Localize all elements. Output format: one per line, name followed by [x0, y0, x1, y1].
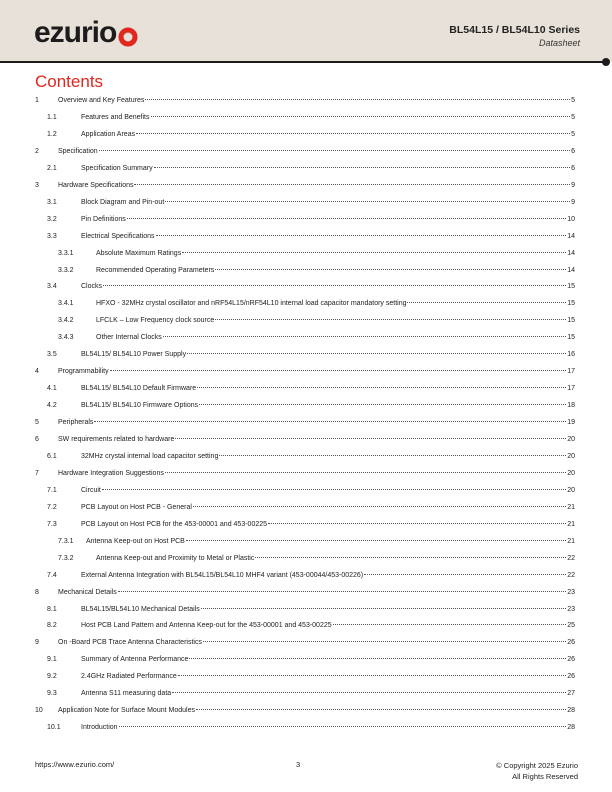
- toc-entry-title: External Antenna Integration with BL54L15/BL54L10 MHF4 variant (453-00044/453-00226): [81, 571, 364, 579]
- toc-dot-leader: [165, 201, 570, 202]
- toc-entry-number: 2: [35, 147, 39, 155]
- toc-entry[interactable]: [35, 656, 575, 668]
- toc-entry-title: PCB Layout on Host PCB - General: [81, 503, 192, 511]
- toc-entry[interactable]: [35, 521, 575, 533]
- toc-dot-leader: [187, 353, 566, 354]
- toc-entry-title: Absolute Maximum Ratings: [96, 249, 182, 257]
- document-type: Datasheet: [538, 38, 580, 48]
- toc-entry-number: 10.1: [47, 724, 61, 732]
- toc-entry-title: Specification: [58, 147, 98, 155]
- toc-entry-page: 26: [567, 639, 575, 647]
- toc-entry[interactable]: [35, 639, 575, 651]
- toc-entry[interactable]: [35, 690, 575, 702]
- toc-entry-page: 26: [567, 673, 575, 681]
- toc-dot-leader: [219, 455, 566, 456]
- toc-dot-leader: [163, 336, 566, 337]
- toc-dot-leader: [203, 641, 566, 642]
- toc-entry-title: Pin Definitions: [81, 215, 126, 223]
- toc-entry[interactable]: [35, 470, 575, 482]
- toc-entry-number: 9: [35, 639, 39, 647]
- toc-entry-title: Antenna S11 measuring data: [81, 690, 172, 698]
- toc-entry-page: 28: [567, 724, 575, 732]
- toc-entry-title: Antenna Keep-out on Host PCB: [86, 537, 185, 545]
- toc-dot-leader: [215, 269, 566, 270]
- toc-entry[interactable]: [35, 351, 575, 363]
- toc-entry-page: 22: [567, 571, 575, 579]
- toc-entry-page: 9: [571, 181, 575, 189]
- toc-entry[interactable]: [35, 724, 575, 736]
- toc-entry-number: 3: [35, 181, 39, 189]
- toc-entry-page: 6: [571, 147, 575, 155]
- ezurio-logo: [34, 12, 144, 52]
- toc-entry[interactable]: [35, 283, 575, 295]
- toc-entry[interactable]: [35, 504, 575, 516]
- toc-entry-page: 21: [567, 520, 575, 528]
- toc-entry-number: 1.1: [47, 113, 57, 121]
- toc-dot-leader: [189, 658, 566, 659]
- toc-dot-leader: [199, 404, 566, 405]
- toc-entry[interactable]: [35, 419, 575, 431]
- toc-entry-title: Recommended Operating Parameters: [96, 266, 215, 274]
- toc-entry-number: 7.3.2: [58, 554, 74, 562]
- toc-entry-page: 5: [571, 130, 575, 138]
- toc-entry-title: Overview and Key Features: [58, 97, 145, 104]
- toc-entry-number: 1: [35, 97, 39, 104]
- toc-dot-leader: [364, 574, 566, 575]
- toc-entry[interactable]: [35, 300, 575, 312]
- toc-entry-page: 16: [567, 351, 575, 359]
- toc-entry-page: 15: [567, 334, 575, 342]
- toc-entry-page: 5: [571, 97, 575, 104]
- toc-dot-leader: [201, 608, 567, 609]
- toc-entry-title: Circuit: [81, 486, 101, 494]
- toc-entry-title: Clocks: [81, 283, 103, 291]
- toc-entry-page: 15: [567, 317, 575, 325]
- logo-o-accent: [121, 30, 135, 44]
- toc-entry-title: HFXO - 32MHz crystal oscillator and nRF54L15/nRF54L10 internal load capacitor mandatory setting: [96, 300, 407, 308]
- toc-entry-page: 26: [567, 656, 575, 664]
- toc-entry[interactable]: [35, 589, 575, 601]
- toc-entry[interactable]: [35, 131, 575, 143]
- toc-entry[interactable]: [35, 487, 575, 499]
- toc-entry-page: 20: [567, 436, 575, 443]
- toc-entry-page: 20: [567, 452, 575, 460]
- copyright-line: © Copyright 2025 Ezurio: [496, 761, 578, 770]
- toc-entry-title: Programmability: [58, 368, 109, 376]
- page-title: Contents: [35, 72, 104, 91]
- rights-line: All Rights Reserved: [512, 772, 578, 781]
- toc-dot-leader: [136, 133, 570, 134]
- toc-dot-leader: [333, 624, 567, 625]
- header-rule-dot: [602, 58, 610, 66]
- toc-dot-leader: [110, 370, 567, 371]
- toc-entry-title: Other Internal Clocks: [96, 334, 162, 342]
- logo-wordmark: ezurio: [34, 16, 117, 49]
- toc-entry[interactable]: [35, 250, 575, 262]
- series-title: BL54L15 / BL54L10 Series: [449, 24, 580, 36]
- toc-dot-leader: [119, 726, 567, 727]
- toc-entry-title: BL54L15/ BL54L10 Power Supply: [81, 351, 187, 359]
- toc-entry[interactable]: [35, 385, 575, 397]
- toc-entry-page: 21: [567, 503, 575, 511]
- toc-entry-number: 3.4.1: [58, 300, 74, 308]
- toc-entry-title: Electrical Specifications: [81, 232, 155, 240]
- toc-entry-title: BL54L15/ BL54L10 Default Firmware: [81, 385, 197, 393]
- toc-entry-number: 9.2: [47, 673, 57, 681]
- toc-entry[interactable]: [35, 267, 575, 279]
- toc-entry[interactable]: [35, 402, 575, 414]
- toc-entry-number: 6: [35, 436, 39, 443]
- toc-entry-page: 23: [567, 588, 575, 596]
- toc-entry-page: 5: [571, 113, 575, 121]
- toc-entry-number: 1.2: [47, 130, 57, 138]
- toc-entry[interactable]: [35, 453, 575, 465]
- toc-dot-leader: [186, 540, 566, 541]
- toc-entry-title: Antenna Keep-out and Proximity to Metal or Plastic: [96, 554, 255, 562]
- toc-entry-number: 3.4: [47, 283, 57, 291]
- toc-entry-number: 4: [35, 368, 39, 376]
- toc-entry-number: 5: [35, 419, 39, 427]
- toc-entry-page: 17: [567, 368, 575, 376]
- toc-entry-number: 8: [35, 588, 39, 596]
- toc-entry-number: 2.1: [47, 164, 57, 172]
- toc-entry-number: 3.2: [47, 215, 57, 223]
- toc-entry-title: Hardware Integration Suggestions: [58, 469, 164, 477]
- toc-entry-title: BL54L15/BL54L10 Mechanical Details: [81, 605, 200, 613]
- toc-entry-page: 27: [567, 690, 575, 698]
- toc-entry[interactable]: [35, 334, 575, 346]
- toc-entry-page: 14: [567, 266, 575, 274]
- toc-entry-title: Summary of Antenna Performance: [81, 656, 189, 664]
- toc-entry-title: Mechanical Details: [58, 588, 117, 596]
- toc-dot-leader: [175, 438, 566, 439]
- toc-entry-page: 17: [567, 385, 575, 393]
- toc-entry-page: 23: [567, 605, 575, 613]
- toc-entry-number: 4.1: [47, 385, 57, 393]
- toc-entry-title: Peripherals: [58, 419, 94, 427]
- toc-entry-title: On -Board PCB Trace Antenna Characteristics: [58, 639, 202, 647]
- toc-entry[interactable]: [35, 216, 575, 228]
- toc-dot-leader: [151, 116, 571, 117]
- toc-entry-number: 9.1: [47, 656, 57, 664]
- toc-entry-number: 3.4.3: [58, 334, 74, 342]
- toc-entry-page: 20: [567, 486, 575, 494]
- toc-entry-number: 7.3.1: [58, 537, 74, 545]
- toc-entry-title: Host PCB Land Pattern and Antenna Keep-out for the 453-00001 and 453-00225: [81, 622, 332, 630]
- toc-entry[interactable]: [35, 622, 575, 634]
- toc-entry-number: 8.1: [47, 605, 57, 613]
- toc-entry-title: SW requirements related to hardware: [58, 436, 175, 443]
- toc-dot-leader: [127, 218, 566, 219]
- toc-entry[interactable]: [35, 368, 575, 380]
- toc-entry-title: Specification Summary: [81, 164, 153, 172]
- toc-entry-page: 18: [567, 402, 575, 410]
- toc-entry-number: 8.2: [47, 622, 57, 630]
- toc-dot-leader: [134, 184, 570, 185]
- toc-entry-number: 9.3: [47, 690, 57, 698]
- toc-dot-leader: [178, 675, 566, 676]
- toc-entry-number: 7.1: [47, 486, 57, 494]
- toc-dot-leader: [102, 489, 566, 490]
- toc-entry-title: PCB Layout on Host PCB for the 453-00001 and 453-00225: [81, 520, 268, 528]
- toc-dot-leader: [172, 692, 566, 693]
- toc-entry-number: 3.3.2: [58, 266, 74, 274]
- toc-entry-title: Features and Benefits: [81, 113, 150, 121]
- toc-entry-title: Block Diagram and Pin-out: [81, 198, 165, 206]
- toc-entry-page: 19: [567, 419, 575, 427]
- toc-entry[interactable]: [35, 317, 575, 329]
- toc-entry-page: 22: [567, 554, 575, 562]
- toc-entry[interactable]: [35, 707, 575, 719]
- toc-entry[interactable]: [35, 233, 575, 245]
- toc-entry-page: 15: [567, 300, 575, 308]
- toc-entry-page: 21: [567, 537, 575, 545]
- toc-entry-number: 3.4.2: [58, 317, 74, 325]
- toc-entry-number: 3.3: [47, 232, 57, 240]
- toc-entry-title: Application Areas: [81, 130, 136, 138]
- toc-entry-number: 3.5: [47, 351, 57, 359]
- toc-entry-page: 15: [567, 283, 575, 291]
- footer-copyright: [496, 760, 578, 782]
- toc-entry-title: LFCLK – Low Frequency clock source: [96, 317, 215, 325]
- toc-entry-number: 7.3: [47, 520, 57, 528]
- toc-dot-leader: [94, 421, 566, 422]
- toc-entry-title: 2.4GHz Radiated Performance: [81, 673, 177, 681]
- toc-entry-title: 32MHz crystal internal load capacitor setting: [81, 452, 219, 460]
- toc-entry[interactable]: [35, 606, 575, 618]
- toc-dot-leader: [255, 557, 566, 558]
- toc-entry-page: 28: [567, 707, 575, 715]
- toc-entry[interactable]: [35, 182, 575, 194]
- toc-dot-leader: [103, 285, 566, 286]
- toc-entry[interactable]: [35, 114, 575, 126]
- toc-entry[interactable]: [35, 538, 575, 550]
- toc-entry-page: 20: [567, 469, 575, 477]
- toc-dot-leader: [145, 99, 570, 100]
- toc-entry-page: 25: [567, 622, 575, 630]
- toc-dot-leader: [196, 709, 566, 710]
- toc-entry[interactable]: [35, 199, 575, 211]
- toc-entry-page: 14: [567, 249, 575, 257]
- toc-entry[interactable]: [35, 148, 575, 160]
- footer-page-number: 3: [296, 760, 301, 769]
- toc-entry-number: 6.1: [47, 452, 57, 460]
- toc-entry-number: 3.3.1: [58, 249, 74, 257]
- toc-dot-leader: [268, 523, 566, 524]
- toc-dot-leader: [215, 319, 566, 320]
- toc-dot-leader: [165, 472, 566, 473]
- toc-entry-number: 7.2: [47, 503, 57, 511]
- toc-entry-number: 7.4: [47, 571, 57, 579]
- toc-entry-page: 9: [571, 198, 575, 206]
- toc-entry[interactable]: [35, 165, 575, 177]
- toc-entry[interactable]: [35, 97, 575, 109]
- toc-entry-page: 14: [567, 232, 575, 240]
- toc-dot-leader: [154, 167, 571, 168]
- toc-dot-leader: [99, 150, 570, 151]
- toc-entry-number: 10: [35, 707, 43, 715]
- toc-dot-leader: [156, 235, 567, 236]
- toc-entry[interactable]: [35, 673, 575, 685]
- toc-dot-leader: [182, 252, 566, 253]
- footer-url[interactable]: https://www.ezurio.com/: [35, 760, 115, 769]
- toc-entry[interactable]: [35, 572, 575, 584]
- toc-entry-number: 7: [35, 469, 39, 477]
- toc-entry-title: Introduction: [81, 724, 118, 732]
- toc-entry-number: 4.2: [47, 402, 57, 410]
- toc-dot-leader: [407, 302, 566, 303]
- toc-dot-leader: [197, 387, 566, 388]
- toc-entry-page: 6: [571, 164, 575, 172]
- toc-dot-leader: [193, 506, 566, 507]
- toc-entry[interactable]: [35, 555, 575, 567]
- header-rule: [0, 61, 606, 63]
- toc-entry-title: Hardware Specifications: [58, 181, 134, 189]
- toc-dot-leader: [118, 591, 566, 592]
- toc-entry-title: Application Note for Surface Mount Modules: [58, 707, 195, 715]
- toc-entry[interactable]: [35, 436, 575, 448]
- toc-entry-page: 10: [567, 215, 575, 223]
- toc-entry-title: BL54L15/ BL54L10 Firmware Options: [81, 402, 199, 410]
- toc-entry-number: 3.1: [47, 198, 57, 206]
